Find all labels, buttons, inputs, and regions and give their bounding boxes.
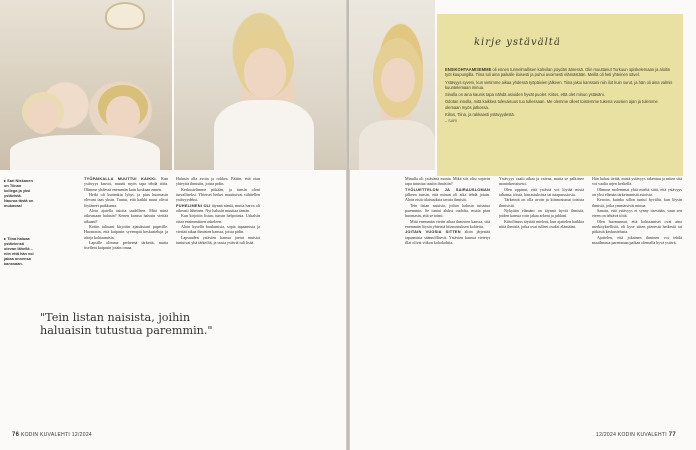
column-paragraph: Ajattelen, että jokainen ihminen voi tehdä maailmasta paremman paikan olemalla hyvä ystävä. <box>592 234 682 246</box>
photo-shirt <box>359 120 435 170</box>
column-paragraph: Hetki oli kuitenkin lyhyt, ja pian huomasin olevani taas yksin. Tuntui, että kaikki muut olivat löytäneet paikkansa. <box>84 192 168 208</box>
column-paragraph: aloin järjestää tapaamisia säännöllisesti. Ystävien kanssa vietetyt illat olivat viikon kohokohtia. <box>405 229 490 246</box>
pendant-lamp <box>105 2 145 30</box>
photo-caption-right <box>4 236 34 266</box>
column-paragraph: Halusin olla avoin ja rohkea. Päätin, että otan yhteyttä ihmisiin, joista pidin. <box>176 176 260 187</box>
column-paragraph: Kotiin tultuani kirjoitin ajatuksiani paperille. Huomasin, että kaipasin syvempiä keskusteluja ja aitoja kohtaamisia. <box>84 224 168 240</box>
letter-paragraph: Sinulla on aina kaunis tapa nähdä asioiden hyvät puolet. Kiitos, että olet minun ystäväni. <box>445 92 605 98</box>
folio-label-left: KODIN KUVALEHTI 12/2024 <box>20 432 92 438</box>
photo-friends-laughing <box>0 0 172 170</box>
folio-left <box>12 432 92 438</box>
column-paragraph: Olen oppinut, että ystäviä voi löytää mistä tahansa: töistä, harrastuksista tai naapurustosta. <box>499 186 584 198</box>
photo-shirts <box>10 135 160 170</box>
letter-lead: ENSIKOHTAAMISEMME <box>445 67 492 72</box>
column-paragraph: Nykyään elämäni on täynnä hyviä ihmisiä, joiden kanssa voin jakaa arkeni ja juhlani. <box>499 208 584 219</box>
article-column-1 <box>84 176 168 440</box>
column-paragraph: Ystävyys vaatii aikaa ja vaivaa, mutta se palkitsee moninkertaisesti. <box>499 176 584 187</box>
column-paragraph: Aloin ajatella asioita uudelleen. Mitä minä oikeastaan halusin? Kenen kanssa halusin viettää aikaani? <box>84 208 168 224</box>
letter-paragraph: Kiitos, Tiina, ja rakkaasti ystävyydestä. <box>445 112 515 118</box>
pull-quote: "Tein listan naisista, joihin haluaisin tutustua paremmin." <box>40 311 213 337</box>
photo-tiina-smiling <box>174 0 346 170</box>
column-paragraph: täynnä nimiä, mutta harva oli oikeasti läheinen. Nyt halusin muuttaa tämän. <box>176 202 260 214</box>
caption-text: Tiina haluaa ystäviensä olevan lähellä – niin että hän voi jakaa onnensa kanssaan. <box>4 236 34 266</box>
letter-body <box>445 67 673 117</box>
column-subhead: TYÖPAIKALLA MUUTTUI KAIKKI. <box>84 176 157 181</box>
article-column-4 <box>499 176 584 438</box>
letter-paragraph: Ystävyys syveni, kun vietimme aikaa yhdessä työpäivien jälkeen. Tiina jakoi kanssani niin ilot kuin surut, ja hän oli aina valmis kuuntelemaan minua. <box>445 79 673 90</box>
photo-person-face <box>28 100 58 134</box>
column-paragraph: Olen huomannut, että kohtaamiset ovat aina merkityksellisiä, oli kyse sitten pienestä hetkestä tai pitkästä keskustelusta. <box>592 218 682 235</box>
photo-shirt <box>214 100 314 170</box>
photo-person-face <box>244 48 286 98</box>
column-paragraph: Sanoin, että ystävyys ei synny itsestään, vaan sen eteen on tehtävä töitä. <box>592 208 682 219</box>
column-paragraph: Kiitollisuus täyttää mieleni, kun ajattelen kaikkia niitä ihmisiä, jotka ovat tulleet osaksi elämääni. <box>499 218 584 230</box>
photo-person-face <box>381 58 415 102</box>
letter-signature: – SARI <box>445 119 458 124</box>
page-number-left: 76 <box>12 432 20 438</box>
folio-label-right: 12/2024 KODIN KUVALEHTI <box>596 432 668 438</box>
caption-text: Sari Niskanen on Tiinan kollega ja yksi ystävistä. Nauroa tästä on mukavaa! <box>4 178 34 208</box>
column-subhead: JOITAIN VUOSIA SITTEN <box>405 229 461 235</box>
column-paragraph: Mitä enemmän vietin aikaa ihmisten kanssa, sitä enemmän löysin yhteisiä kiinnostuksen kohteita. <box>405 218 490 230</box>
photo-tiina-portrait <box>349 0 435 170</box>
column-paragraph: Aloin kysellä kuulumisia, sopia tapaamisia ja viettää aikaa ihmisten kanssa, joista pidin. <box>176 224 260 235</box>
letter-title: kirje ystävältä <box>474 37 561 48</box>
caption-arrow-icon: ▸ <box>4 178 7 183</box>
folio-right <box>596 432 676 438</box>
column-paragraph: Kun ystävyys kasvoi, muutti myös tapa tehdä töitä. Olimme yhdessä enemmän kuin koskaan ennen. <box>84 176 168 192</box>
column-subhead: PUHELIMENI OLI <box>176 202 211 208</box>
caption-arrow-icon: ▸ <box>4 236 7 241</box>
photo-person-face <box>106 96 140 134</box>
page-number-right: 77 <box>668 432 676 438</box>
column-paragraph: Olimme molemmat yhtä mieltä siitä, että ystävyys on yksi elämän tärkeimmistä asioista. <box>592 186 682 198</box>
column-paragraph: Lapsille olimme perheenä tärkeitä, mutta itselleni kaipasin jotain omaa. <box>84 240 168 251</box>
letter-paragraph: oli ennen tunnelmallisen kahvilan pöydän ääressä. Olin muuttanut Turkuun opiskelemaan ja aloitin työt kaupungilla. Tiina tuli aina paikalle iloisesti ja puhui avoimesti elämästään. Meillä oli heti yhteinen sävel. <box>445 67 671 78</box>
column-paragraph: Tein listan naisista, joihin halusin tutustua paremmin. Se tuntui aluksi oudolta, mutta pian huomasin, että se toimi. <box>405 202 490 219</box>
column-paragraph: Tärkeintä on olla avoin ja kiinnostunut toisista ihmisistä. <box>499 197 584 208</box>
column-paragraph: Kerroin, kuinka sillon tuntui hyvältä, kun löysin ihmisiä, jotka ymmärsivät minua. <box>592 197 682 208</box>
photo-caption-left <box>4 178 34 208</box>
letter-paragraph: Odotan innolla, mitä kaikkea tulevaisuus tuo tullessaan. Me olemme olleet toistemme tukena vuosien ajan ja tulemme olemaan myös jatkossa. <box>445 99 658 110</box>
column-subhead: TYÖLUETTELON JA SAIRAUSLOMAN <box>405 186 490 192</box>
column-paragraph: Kun kirjoitin listan, tunsin helpotusta. Uskalsin ottaa ensimmäisen askeleen. <box>176 213 260 224</box>
article-column-5 <box>592 176 682 438</box>
column-paragraph: Lapsuuden ystävien kanssa jaetut muistot tuntuivat yhä tärkeiltä, ja uusia ystäviä tuli lisää. <box>176 234 260 246</box>
column-paragraph: Minulla oli ystävänä monia. Mikä siis olisi sopivin tapa tutustua uusiin ihmisiin? <box>405 176 490 187</box>
article-column-2 <box>176 176 260 440</box>
column-paragraph: Hän halusi tietää, mistä ystävyys rakentuu ja miten sitä voi vaalia arjen keskellä. <box>592 176 682 187</box>
column-paragraph: Keskustelimme pitkään, ja tunsin oloni turvalliseksi. Yhteiset hetket muuttuivat vähitellen ystävyydeksi. <box>176 186 260 203</box>
column-paragraph: jälkeen tunsin, että minun oli aika tehdä jotain. Aloin etsiä tilaisuuksia tavata ihmisiä. <box>405 192 490 203</box>
article-column-3 <box>405 176 490 438</box>
